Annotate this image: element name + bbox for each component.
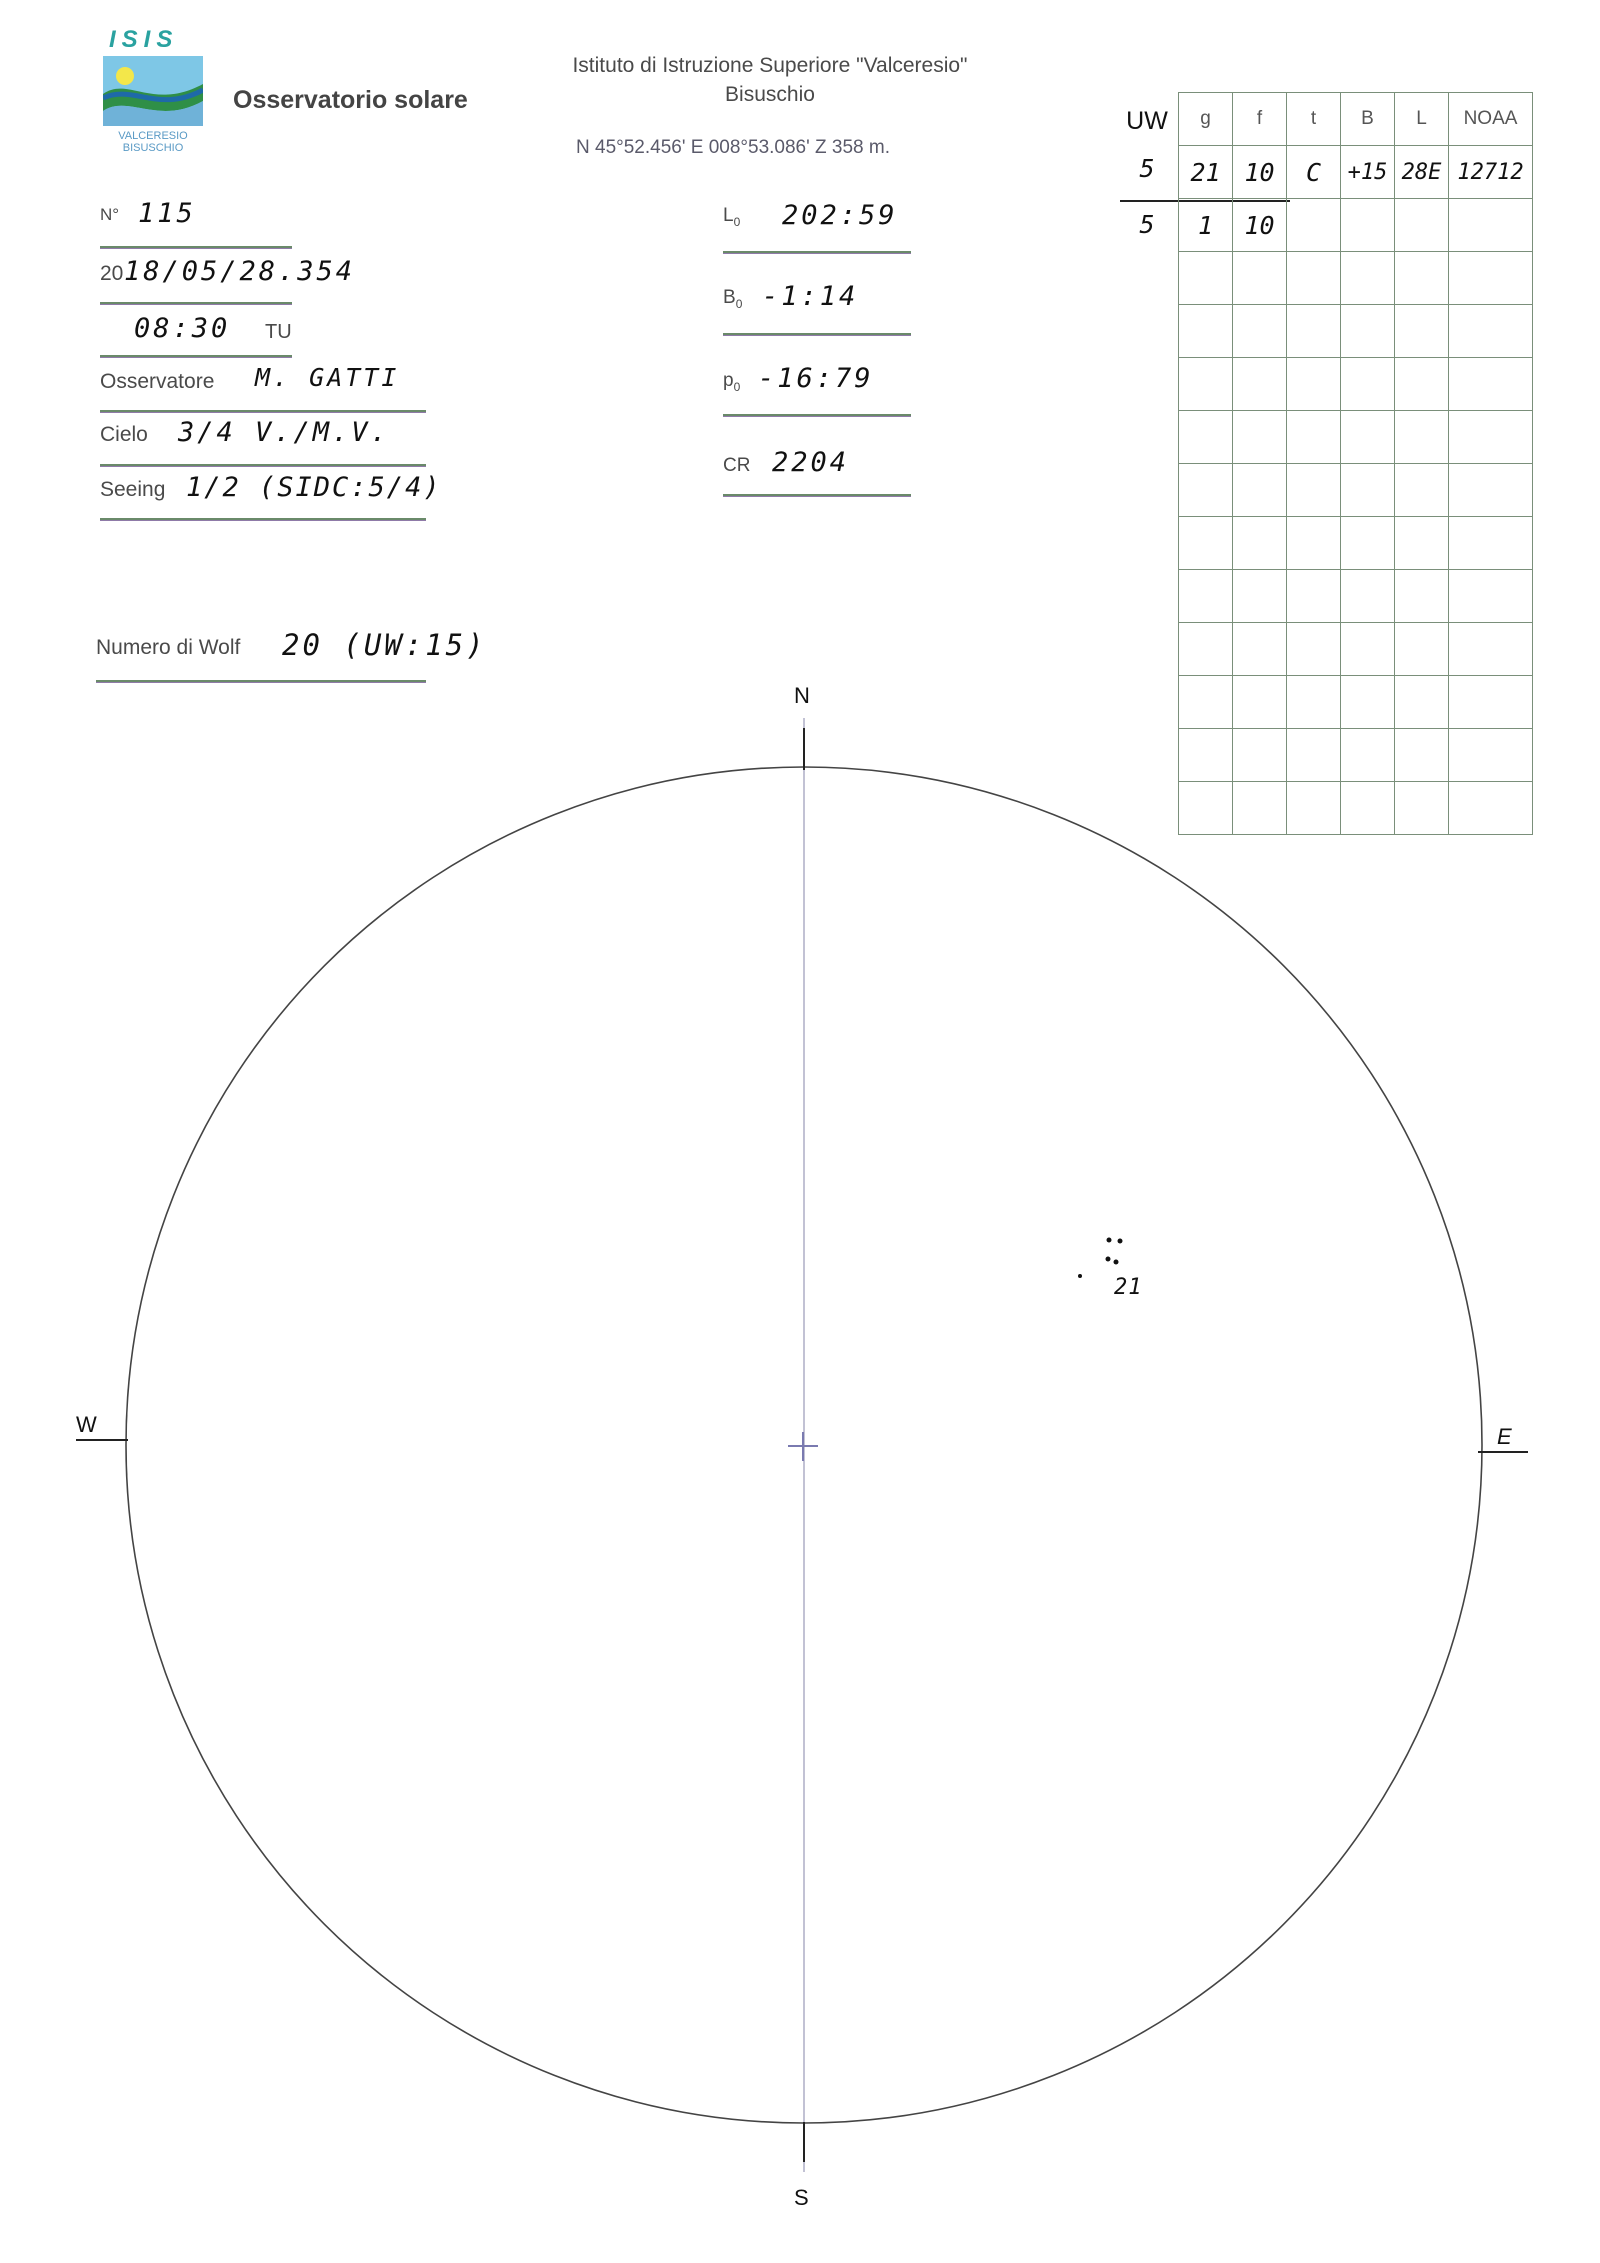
group-label: 21 <box>1114 1275 1143 1300</box>
cell-f: 10 <box>1233 199 1287 252</box>
logo-caption: BISUSCHIO <box>122 142 184 154</box>
cr-label: CR <box>723 455 751 476</box>
col-header-b: B <box>1341 93 1395 146</box>
observer-label: Osservatore <box>100 370 215 393</box>
number-value: 115 <box>138 198 196 229</box>
uw-value: 5 <box>1139 210 1155 239</box>
cell-l: 28E <box>1395 146 1449 199</box>
l0-label: $L_0$ <box>723 205 741 229</box>
col-header-g: g <box>1179 93 1233 146</box>
uw-header: UW <box>1126 107 1168 135</box>
cell-g: 1 <box>1179 199 1233 252</box>
west-label: W <box>76 1412 97 1437</box>
seeing-value: 1/2 (SIDC:5/4) <box>186 472 442 503</box>
col-header-f: f <box>1233 93 1287 146</box>
cell-g: 21 <box>1179 146 1233 199</box>
uw-value: 5 <box>1139 154 1155 183</box>
north-label: N <box>794 683 810 708</box>
east-label: E <box>1497 1424 1512 1449</box>
p0-value: -16:79 <box>758 363 874 394</box>
sunspot <box>1078 1274 1082 1278</box>
time-value: 08:30 <box>134 313 231 344</box>
sunspot <box>1118 1239 1123 1244</box>
date-prefix: 20 <box>100 262 124 285</box>
col-header-t: t <box>1287 93 1341 146</box>
p0-label: $p_0$ <box>723 370 741 394</box>
wolf-value: 20 (UW:15) <box>282 628 487 662</box>
institute-town: Bisuschio <box>725 83 815 106</box>
cell-noaa: 12712 <box>1449 146 1533 199</box>
date-value: 18/05/28.354 <box>124 256 356 287</box>
cell-t: C <box>1287 146 1341 199</box>
logo-text: ISIS <box>109 26 179 53</box>
col-header-noaa: NOAA <box>1449 93 1533 146</box>
col-header-l: L <box>1395 93 1449 146</box>
seeing-label: Seeing <box>100 478 166 501</box>
l0-value: 202:59 <box>782 200 898 231</box>
south-label: S <box>794 2185 809 2210</box>
cell-b: +15 <box>1341 146 1395 199</box>
sunspot <box>1114 1260 1119 1265</box>
sunspot <box>1106 1257 1111 1262</box>
b0-label: $B_0$ <box>723 287 743 311</box>
wolf-label: Numero di Wolf <box>96 636 241 659</box>
cr-value: 2204 <box>772 447 850 478</box>
sunspot <box>1107 1238 1112 1243</box>
logo-caption: VALCERESIO <box>118 130 188 142</box>
observer-value: M. GATTI <box>255 363 400 392</box>
sky-value: 3/4 V./M.V. <box>178 417 390 448</box>
cell-f: 10 <box>1233 146 1287 199</box>
number-label: N° <box>100 205 120 224</box>
institute-name: Istituto di Istruzione Superiore "Valceresio" <box>572 54 968 77</box>
b0-value: -1:14 <box>762 281 859 312</box>
sky-label: Cielo <box>100 423 148 446</box>
site-coordinates: N 45°52.456' E 008°53.086' Z 358 m. <box>576 137 890 158</box>
observatory-title: Osservatorio solare <box>233 86 468 114</box>
time-unit: TU <box>265 321 292 343</box>
